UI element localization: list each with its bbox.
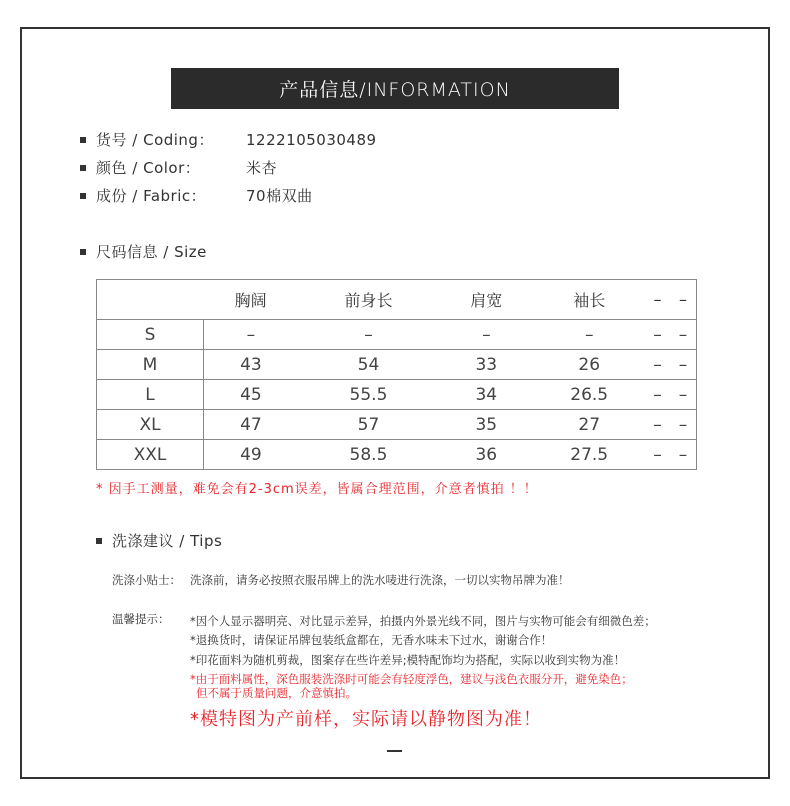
measure-note: * 因手工测量，难免会有2-3cm误差，皆属合理范围，介意者慎拍 ！！ (96, 482, 538, 497)
table-cell: – (670, 440, 697, 470)
red-reminder-1: *由于面料属性，深色服装洗涤时可能会有轻度浮色，建议与浅色衣服分开，避免染色； (190, 672, 633, 686)
table-cell: – (439, 320, 533, 350)
tips-heading-text: 洗涤建议 / Tips (112, 532, 223, 550)
table-cell: 33 (439, 350, 533, 380)
reminder-label: 温馨提示： (112, 612, 170, 626)
info-value: 米杏 (246, 159, 278, 177)
table-cell: 47 (204, 410, 298, 440)
table-cell: M (97, 350, 204, 380)
table-cell: 27 (533, 410, 644, 440)
header-cell: – (645, 280, 670, 320)
table-cell: 43 (204, 350, 298, 380)
bullet-icon (96, 538, 102, 544)
wash-text: 洗涤前，请务必按照衣服吊牌上的洗水唛进行洗涤，一切以实物吊牌为准！ (190, 573, 570, 587)
info-label: 成份 / Fabric： (96, 187, 207, 205)
bullet-icon (80, 137, 86, 143)
table-cell: – (645, 410, 670, 440)
wash-label: 洗涤小贴士： (112, 573, 181, 587)
info-coding (80, 129, 377, 150)
table-cell: 57 (298, 410, 439, 440)
table-cell: 49 (204, 440, 298, 470)
table-cell: 34 (439, 380, 533, 410)
table-cell: – (670, 380, 697, 410)
header-cell: 肩宽 (439, 280, 533, 320)
table-cell: L (97, 380, 204, 410)
info-value: 1222105030489 (246, 130, 377, 149)
header-cell: 前身长 (298, 280, 439, 320)
divider (387, 750, 402, 752)
table-row (97, 440, 697, 470)
table-cell: 35 (439, 410, 533, 440)
table-cell: 55.5 (298, 380, 439, 410)
table-cell: 54 (298, 350, 439, 380)
table-cell: – (533, 320, 644, 350)
table-cell: S (97, 320, 204, 350)
table-cell: XXL (97, 440, 204, 470)
bullet-icon (80, 165, 86, 171)
info-label: 货号 / Coding： (96, 131, 214, 149)
table-row (97, 410, 697, 440)
info-label: 颜色 / Color： (96, 159, 201, 177)
table-cell: – (645, 440, 670, 470)
header-cell: 袖长 (533, 280, 644, 320)
size-heading-text: 尺码信息 / Size (96, 243, 207, 261)
size-heading (80, 241, 207, 262)
table-cell: – (670, 320, 697, 350)
model-note: *模特图为产前样，实际请以静物图为准！ (190, 709, 542, 730)
size-table (96, 279, 697, 470)
table-cell: 36 (439, 440, 533, 470)
reminder-1: *因个人显示器明亮、对比显示差异，拍摄内外景光线不同，图片与实物可能会有细微色差； (190, 614, 656, 628)
red-reminder-2: 但不属于质量问题，介意慎拍。 (196, 686, 357, 700)
header-cell: 胸阔 (204, 280, 298, 320)
table-cell: – (670, 350, 697, 380)
table-header-row (97, 280, 697, 320)
reminder-3: *印花面料为随机剪裁，图案存在些许差异;模特配饰均为搭配，实际以收到实物为准！ (190, 653, 626, 667)
table-cell: 27.5 (533, 440, 644, 470)
table-cell: – (645, 350, 670, 380)
table-cell: – (645, 380, 670, 410)
header-cell: – (670, 280, 697, 320)
table-cell: 26 (533, 350, 644, 380)
info-color (80, 157, 277, 178)
table-cell: – (204, 320, 298, 350)
table-cell: – (645, 320, 670, 350)
header-cell (97, 280, 204, 320)
tips-heading (96, 530, 222, 551)
reminder-2: *退换货时，请保证吊牌包装纸盒都在，无香水味未下过水，谢谢合作！ (190, 633, 553, 647)
table-cell: 58.5 (298, 440, 439, 470)
table-row (97, 380, 697, 410)
table-row (97, 320, 697, 350)
table-row (97, 350, 697, 380)
table-cell: XL (97, 410, 204, 440)
table-cell: 26.5 (533, 380, 644, 410)
table-cell: – (670, 410, 697, 440)
info-banner: 产品信息/INFORMATION (171, 68, 619, 109)
info-fabric (80, 185, 313, 206)
info-value: 70棉双曲 (246, 187, 313, 205)
bullet-icon (80, 193, 86, 199)
table-cell: – (298, 320, 439, 350)
table-cell: 45 (204, 380, 298, 410)
bullet-icon (80, 249, 86, 255)
